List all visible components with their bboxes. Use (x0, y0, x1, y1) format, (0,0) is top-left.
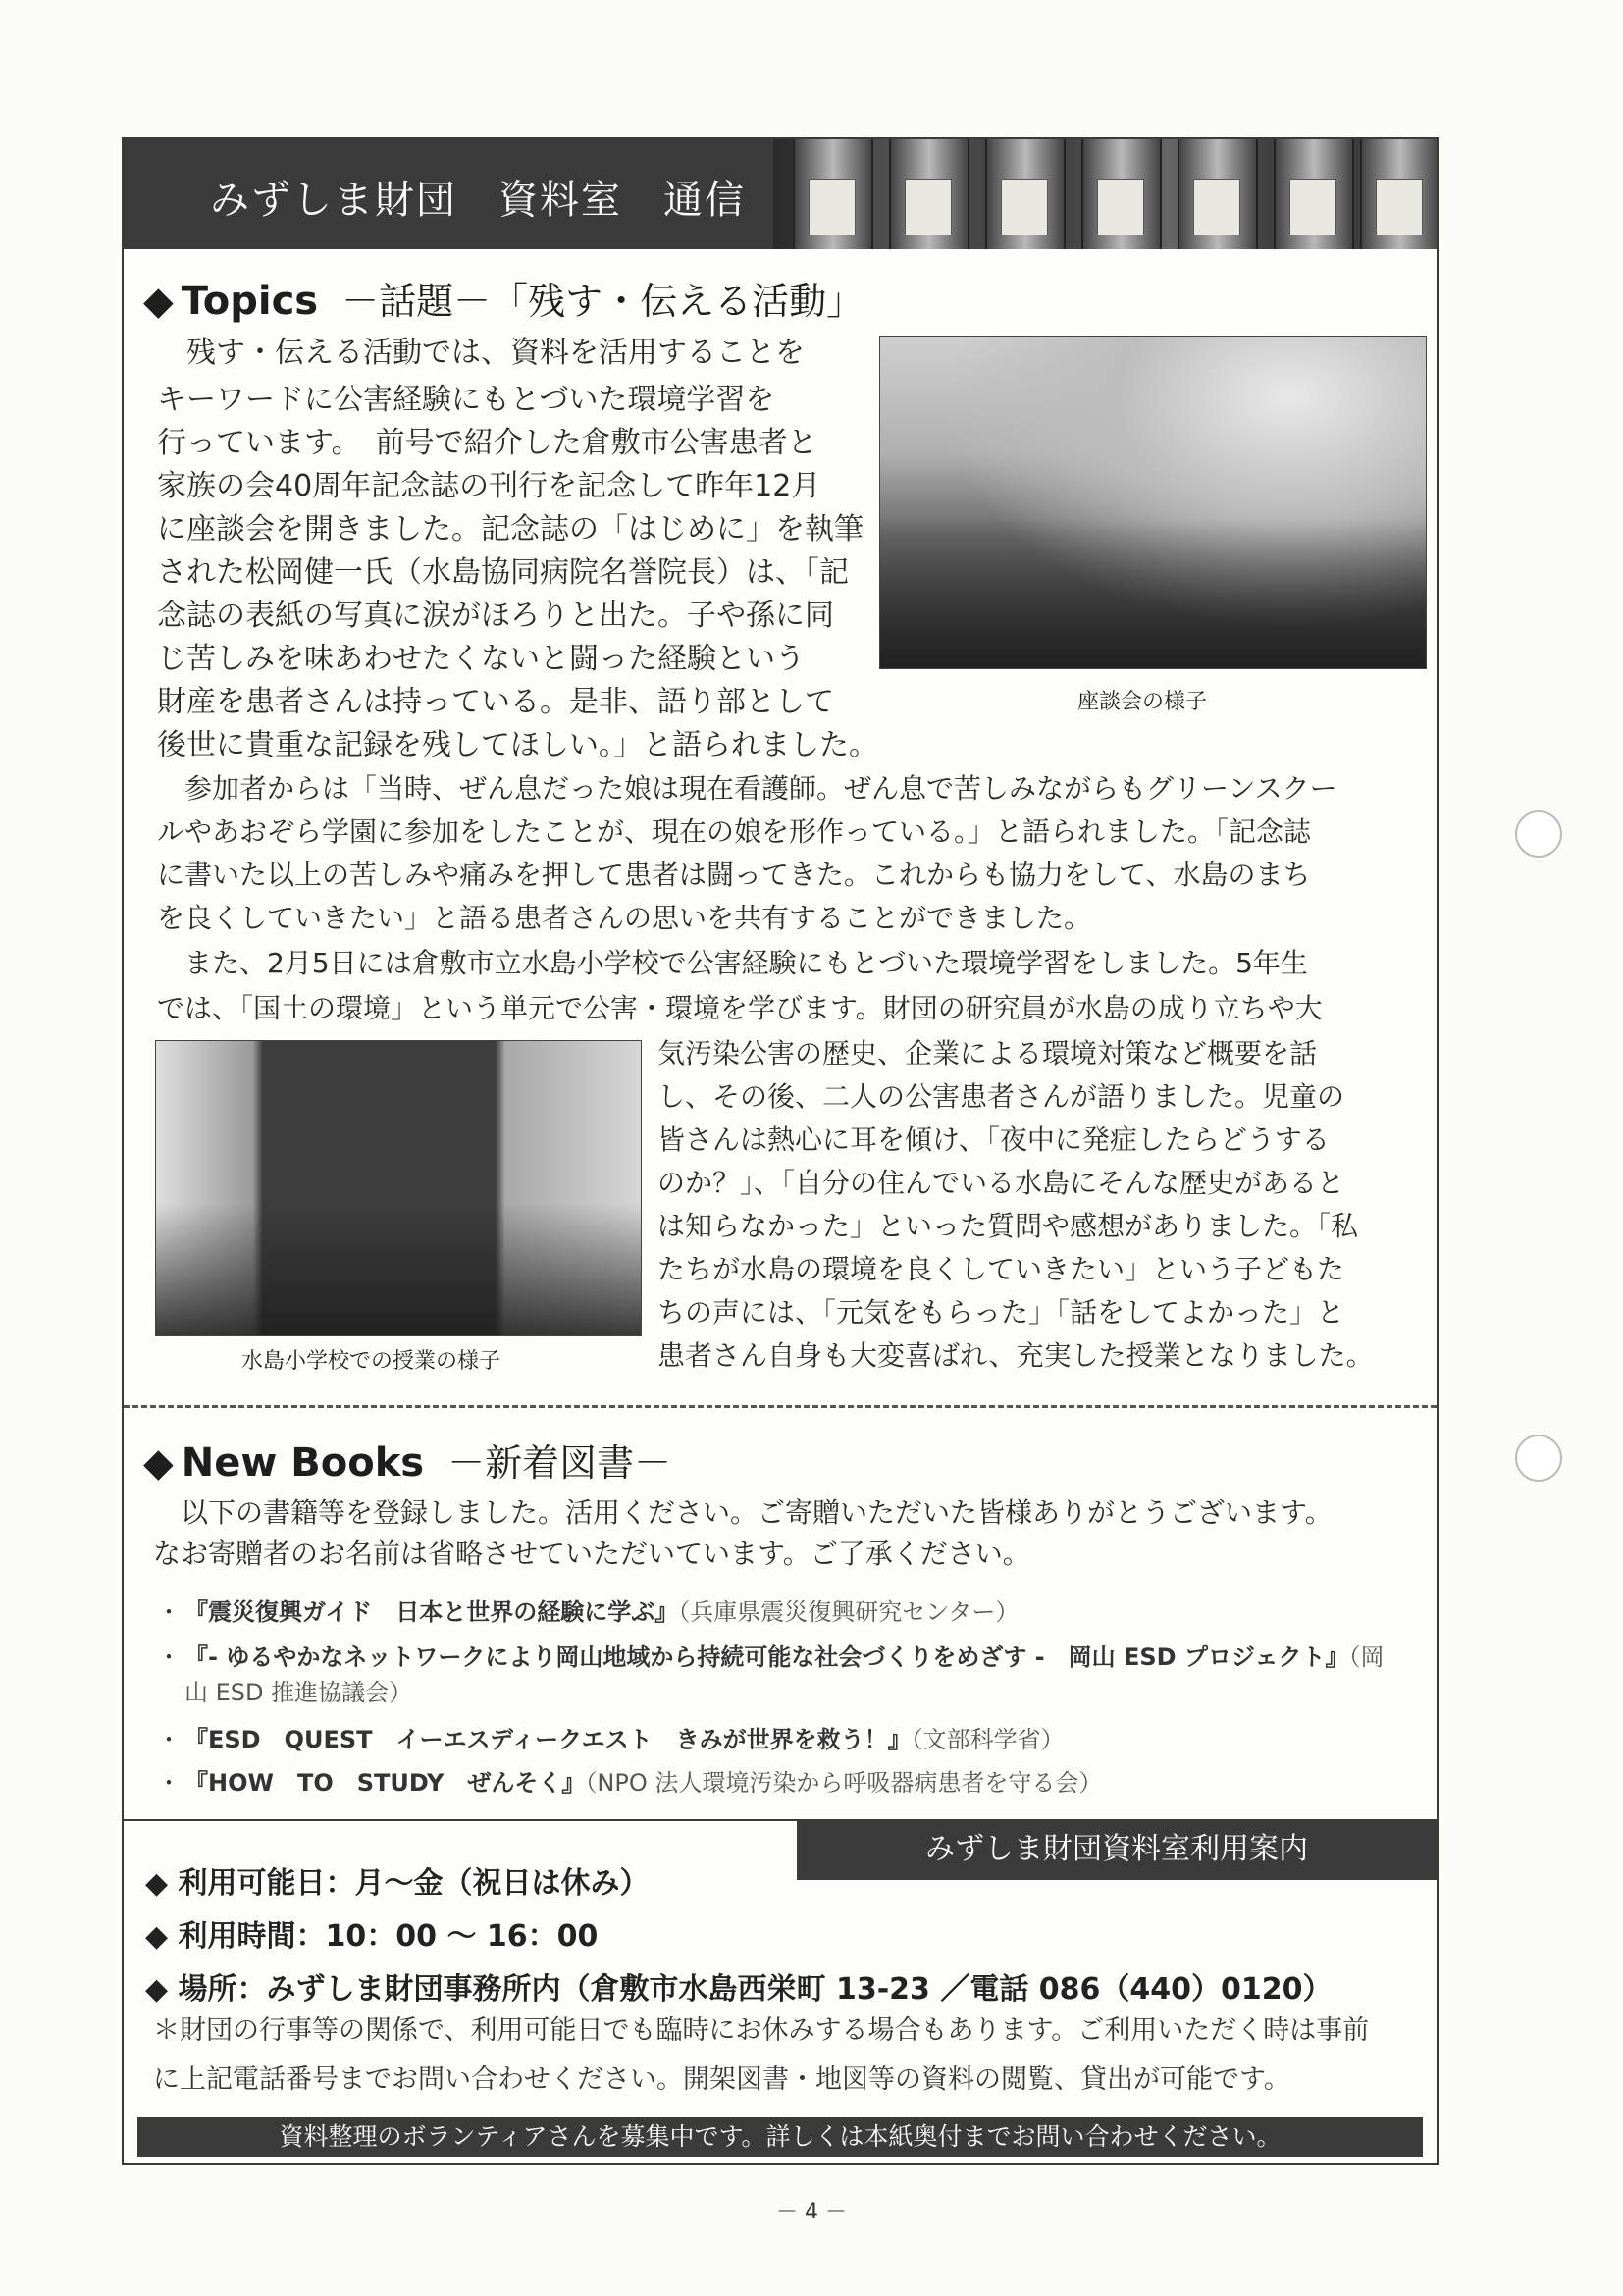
book-spine (1178, 139, 1258, 249)
location-contact: ◆ 場所：みずしま財団事務所内（倉敷市水島西栄町 13-23 ／電話 086（440）0120） (145, 1972, 1333, 2007)
bullet: ・ (157, 1726, 181, 1753)
topics-body-line: 家族の会40周年記念誌の刊行を記念して昨年12月 (157, 469, 821, 503)
page-number: － 4 － (776, 2200, 847, 2224)
volunteer-banner: 資料整理のボランティアさんを募集中です。詳しくは本紙奥付までお問い合わせください。 (137, 2117, 1423, 2157)
topics-heading-en: Topics (181, 279, 319, 324)
book-publisher: （NPO 法人環境汚染から呼吸器病患者を守る会） (585, 1769, 1103, 1797)
new-books-heading-jp: －新着図書－ (447, 1441, 672, 1485)
meeting-photo (879, 336, 1427, 669)
book-publisher: （岡 (1348, 1644, 1385, 1671)
diamond-icon: ◆ (143, 1440, 174, 1486)
topics-body-line: ルやあおぞら学園に参加をしたことが、現在の娘を形作っている。」と語られました。「記念誌 (157, 815, 1312, 848)
usage-guide-banner: みずしま財団資料室利用案内 (797, 1819, 1437, 1880)
book-title: 『ESD QUEST イーエスディークエスト きみが世界を救う！』 (184, 1726, 912, 1753)
bullet: ・ (157, 1644, 181, 1671)
book-publisher: （文部科学省） (911, 1726, 1065, 1753)
book-item (157, 1766, 1102, 1800)
new-books-intro-line: なお寄贈者のお名前は省略させていただいています。ご了承ください。 (153, 1538, 1030, 1570)
bullet: ・ (157, 1598, 181, 1626)
book-title: 『- ゆるやかなネットワークにより岡山地域から持続可能な社会づくりをめざす - 岡山 ESD プロジェクト』 (184, 1644, 1349, 1671)
book-spine (1360, 139, 1437, 249)
classroom-photo (155, 1040, 642, 1336)
book-spine (1274, 139, 1354, 249)
opening-hours: ◆ 利用時間：10：00 ～ 16：00 (145, 1919, 599, 1954)
meeting-photo-caption: 座談会の様子 (1077, 690, 1208, 714)
topics-body-line: じ苦しみを味あわせたくないと闘った経験という (157, 642, 805, 676)
book-item (157, 1723, 1065, 1756)
section-divider (124, 1405, 1437, 1408)
usage-note-line: ＊財団の行事等の関係で、利用可能日でも臨時にお休みする場合もあります。ご利用いただく時は事前 (153, 2015, 1370, 2046)
topics-body-line: 財産を患者さんは持っている。是非、語り部として (157, 685, 834, 719)
book-spine (793, 139, 873, 249)
topics-body-line: キーワードに公害経験にもとづいた環境学習を (157, 383, 775, 417)
topics-body-line: 気汚染公害の歴史、企業による環境対策など概要を話 (657, 1037, 1318, 1070)
topics-body-line: に座談会を開きました。記念誌の「はじめに」を執筆 (157, 512, 864, 547)
topics-body-line: し、その後、二人の公害患者さんが語りました。児童の (657, 1080, 1345, 1113)
topics-body-line: ちの声には、「元気をもらった」「話をしてよかった」と (657, 1296, 1345, 1329)
topics-heading-jp: －話題－「残す・伝える活動」 (341, 280, 864, 323)
topics-body-line: では、「国土の環境」という単元で公害・環境を学びます。財団の研究員が水島の成り立ちや大 (157, 992, 1323, 1024)
book-publisher: （兵庫県震災復興研究センター） (678, 1598, 1020, 1626)
topics-body-line: 念誌の表紙の写真に涙がほろりと出た。子や孫に同 (157, 599, 834, 633)
newsletter-frame (122, 137, 1439, 2165)
topics-body-line: は知らなかった」といった質問や感想がありました。「私 (657, 1210, 1359, 1242)
book-spine (985, 139, 1066, 249)
book-spine (1081, 139, 1162, 249)
topics-body-line: たちが水島の環境を良くしていきたい」という子どもた (657, 1253, 1345, 1285)
topics-body-line: を良くしていきたい」と語る患者さんの思いを共有することができました。 (157, 902, 1092, 934)
topics-body-line: また、2月5日には倉敷市立水島小学校で公害経験にもとづいた環境学習をしました。5年生 (157, 947, 1308, 979)
punch-hole-upper (1515, 810, 1562, 858)
new-books-heading-en: New Books (181, 1440, 425, 1486)
book-spine (889, 139, 969, 249)
new-books-intro-line: 以下の書籍等を登録しました。活用ください。ご寄贈いただいた皆様ありがとうございます。 (153, 1496, 1333, 1529)
topics-body-line: のか？」、「自分の住んでいる水島にそんな歴史があると (657, 1167, 1345, 1199)
topics-body-line: 参加者からは「当時、ぜん息だった娘は現在看護師。ぜん息で苦しみながらもグリーンスクー (157, 772, 1337, 805)
header-title: みずしま財団 資料室 通信 (210, 178, 746, 223)
book-spines-image (773, 139, 1437, 249)
topics-body-line: 後世に貴重な記録を残してほしい。」と語られました。 (157, 728, 878, 762)
available-days: ◆ 利用可能日：月～金（祝日は休み） (145, 1866, 650, 1901)
topics-heading (143, 271, 864, 325)
topics-body-line: 行っています。 前号で紹介した倉敷市公害患者と (157, 426, 817, 460)
book-item (157, 1641, 1384, 1674)
book-title: 『HOW TO STUDY ぜんそく』 (184, 1769, 586, 1797)
book-item-continued: 山 ESD 推進協議会） (184, 1679, 413, 1706)
topics-body-line: に書いた以上の苦しみや痛みを押して患者は闘ってきた。これからも協力をして、水島のまち (157, 859, 1311, 891)
topics-body-line: 残す・伝える活動では、資料を活用することを (157, 336, 805, 370)
classroom-photo-caption: 水島小学校での授業の様子 (241, 1349, 501, 1374)
new-books-heading (143, 1433, 671, 1487)
punch-hole-lower (1515, 1435, 1562, 1482)
book-item (157, 1595, 1019, 1629)
topics-body-line: 患者さん自身も大変喜ばれ、充実した授業となりました。 (657, 1339, 1374, 1372)
topics-body-line: された松岡健一氏（水島協同病院名誉院長）は、「記 (157, 555, 849, 590)
header-banner (124, 139, 1437, 249)
book-title: 『震災復興ガイド 日本と世界の経験に学ぶ』 (184, 1598, 679, 1626)
topics-body-line: 皆さんは熱心に耳を傾け、「夜中に発症したらどうする (657, 1123, 1330, 1156)
bullet: ・ (157, 1769, 181, 1797)
usage-note-line: に上記電話番号までお問い合わせください。開架図書・地図等の資料の閲覧、貸出が可能です。 (153, 2064, 1290, 2095)
diamond-icon: ◆ (143, 279, 174, 324)
